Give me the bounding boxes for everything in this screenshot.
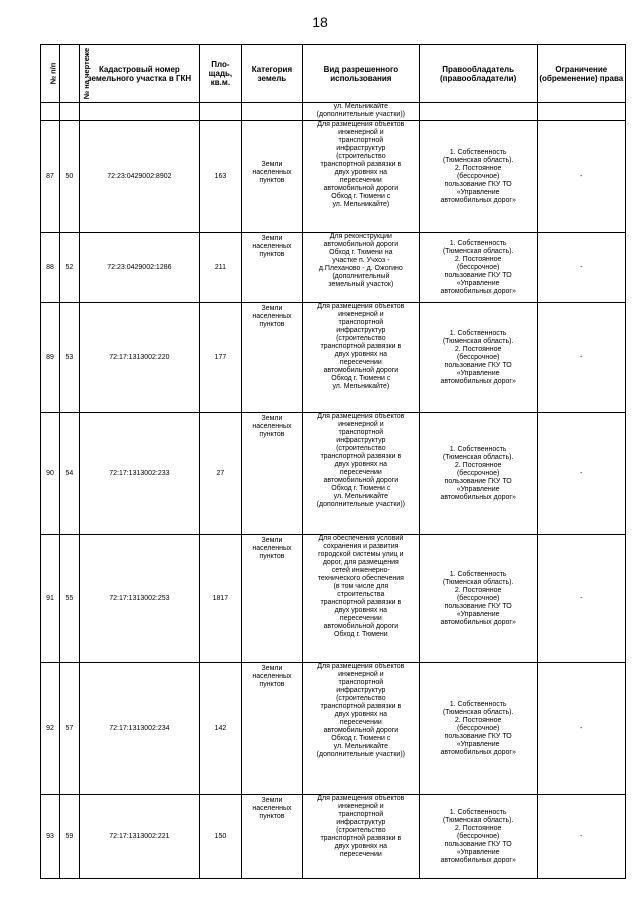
table-row <box>41 535 626 663</box>
category-cell: Земли населенных пунктов <box>241 121 302 233</box>
restriction-cell: - <box>537 233 625 303</box>
category-cell: Земли населенных пунктов <box>241 233 302 303</box>
table-header-row <box>41 45 626 103</box>
drawing-number-cell: 55 <box>59 535 79 663</box>
permitted-use-cell: Для реконструкции автомобильной дороги Обход г. Тюмени на участке п. Учхоз - д.Плеханово - д. Ожогино (дополнительный земельный участок) <box>302 233 419 303</box>
drawing-number-cell: 52 <box>59 233 79 303</box>
header-restriction: Ограничение (обременение) права <box>537 45 625 103</box>
permitted-use-cell: Для размещения объектов инженерной и транспортной инфраструктур (строительство транспортной развязки в двух уровнях на пересечении автомобильной дороги Обход г. Тюмени с ул. Мельникайте (дополнительные участки)) <box>302 413 419 535</box>
drawing-number-cell: 57 <box>59 663 79 795</box>
table-row <box>41 795 626 879</box>
drawing-number-cell: 59 <box>59 795 79 879</box>
permitted-use-cell: Для обеспечения условий сохранения и развития городской системы улиц и дорог, для размещения сетей инженерно- технического обеспечения (в том числе для строительства транспортной развязки в двух уровнях на пересечении автомобильной дороги Обход г. Тюмени <box>302 535 419 663</box>
restriction-cell: - <box>537 303 625 413</box>
permitted-use-cell: Для размещения объектов инженерной и транспортной инфраструктур (строительство транспортной развязки в двух уровнях на пересечении <box>302 795 419 879</box>
drawing-number-cell: 53 <box>59 303 79 413</box>
category-cell: Земли населенных пунктов <box>241 303 302 413</box>
continuation-row <box>41 103 626 121</box>
header-num: № п/п <box>41 45 60 103</box>
cadastral-number-cell: 72:17:1313002:234 <box>79 663 199 795</box>
land-plots-table <box>40 44 626 879</box>
restriction-cell: - <box>537 663 625 795</box>
permitted-use-cell: Для размещения объектов инженерной и транспортной инфраструктур (строительство транспортной развязки в двух уровнях на пересечении автомобильной дороги Обход г. Тюмени с ул. Мельникайте) <box>302 121 419 233</box>
area-cell: 177 <box>199 303 241 413</box>
table-row <box>41 233 626 303</box>
table-row <box>41 303 626 413</box>
continuation-use-cell: ул. Мельникайте (дополнительные участки)) <box>302 103 419 121</box>
area-cell: 27 <box>199 413 241 535</box>
restriction-cell: - <box>537 413 625 535</box>
row-number-cell: 87 <box>41 121 60 233</box>
drawing-number-cell: 54 <box>59 413 79 535</box>
drawing-number-cell: 50 <box>59 121 79 233</box>
header-drawing-num: № на чертеже <box>59 45 79 103</box>
area-cell: 150 <box>199 795 241 879</box>
header-area: Пло-щадь, кв.м. <box>199 45 241 103</box>
row-number-cell: 88 <box>41 233 60 303</box>
owner-cell: 1. Собственность (Тюменская область). 2. Постоянное (бессрочное) пользование ГКУ ТО «Управление автомобильных дорог» <box>419 121 537 233</box>
restriction-cell: - <box>537 795 625 879</box>
owner-cell: 1. Собственность (Тюменская область). 2. Постоянное (бессрочное) пользование ГКУ ТО «Управление автомобильных дорог» <box>419 795 537 879</box>
row-number-cell: 92 <box>41 663 60 795</box>
table-row <box>41 663 626 795</box>
category-cell: Земли населенных пунктов <box>241 535 302 663</box>
owner-cell: 1. Собственность (Тюменская область). 2. Постоянное (бессрочное) пользование ГКУ ТО «Управление автомобильных дорог» <box>419 663 537 795</box>
permitted-use-cell: Для размещения объектов инженерной и транспортной инфраструктур (строительство транспортной развязки в двух уровнях на пересечении автомобильной дороги Обход г. Тюмени с ул. Мельникайте) <box>302 303 419 413</box>
table-row <box>41 413 626 535</box>
permitted-use-cell: Для размещения объектов инженерной и транспортной инфраструктур (строительство транспортной развязки в двух уровнях на пересечении автомобильной дороги Обход г. Тюмени с ул. Мельникайте (дополнительные участки)) <box>302 663 419 795</box>
header-owner: Правообладатель (правообладатели) <box>419 45 537 103</box>
category-cell: Земли населенных пунктов <box>241 663 302 795</box>
row-number-cell: 93 <box>41 795 60 879</box>
cadastral-number-cell: 72:17:1313002:221 <box>79 795 199 879</box>
area-cell: 211 <box>199 233 241 303</box>
cadastral-number-cell: 72:17:1313002:220 <box>79 303 199 413</box>
area-cell: 142 <box>199 663 241 795</box>
table-row <box>41 121 626 233</box>
restriction-cell: - <box>537 535 625 663</box>
cadastral-number-cell: 72:23:0429002:8902 <box>79 121 199 233</box>
row-number-cell: 91 <box>41 535 60 663</box>
owner-cell: 1. Собственность (Тюменская область). 2. Постоянное (бессрочное) пользование ГКУ ТО «Управление автомобильных дорог» <box>419 535 537 663</box>
area-cell: 1817 <box>199 535 241 663</box>
owner-cell: 1. Собственность (Тюменская область). 2. Постоянное (бессрочное) пользование ГКУ ТО «Управление автомобильных дорог» <box>419 413 537 535</box>
area-cell: 163 <box>199 121 241 233</box>
cadastral-number-cell: 72:17:1313002:233 <box>79 413 199 535</box>
row-number-cell: 90 <box>41 413 60 535</box>
header-use: Вид разрешенного использования <box>302 45 419 103</box>
category-cell: Земли населенных пунктов <box>241 795 302 879</box>
owner-cell: 1. Собственность (Тюменская область). 2. Постоянное (бессрочное) пользование ГКУ ТО «Управление автомобильных дорог» <box>419 233 537 303</box>
cadastral-number-cell: 72:23:0429002:1286 <box>79 233 199 303</box>
row-number-cell: 89 <box>41 303 60 413</box>
owner-cell: 1. Собственность (Тюменская область). 2. Постоянное (бессрочное) пользование ГКУ ТО «Управление автомобильных дорог» <box>419 303 537 413</box>
restriction-cell: - <box>537 121 625 233</box>
header-cadastral: Кадастровый номер земельного участка в ГКН <box>79 45 199 103</box>
cadastral-number-cell: 72:17:1313002:253 <box>79 535 199 663</box>
category-cell: Земли населенных пунктов <box>241 413 302 535</box>
page-number: 18 <box>312 14 328 30</box>
header-category: Категория земель <box>241 45 302 103</box>
